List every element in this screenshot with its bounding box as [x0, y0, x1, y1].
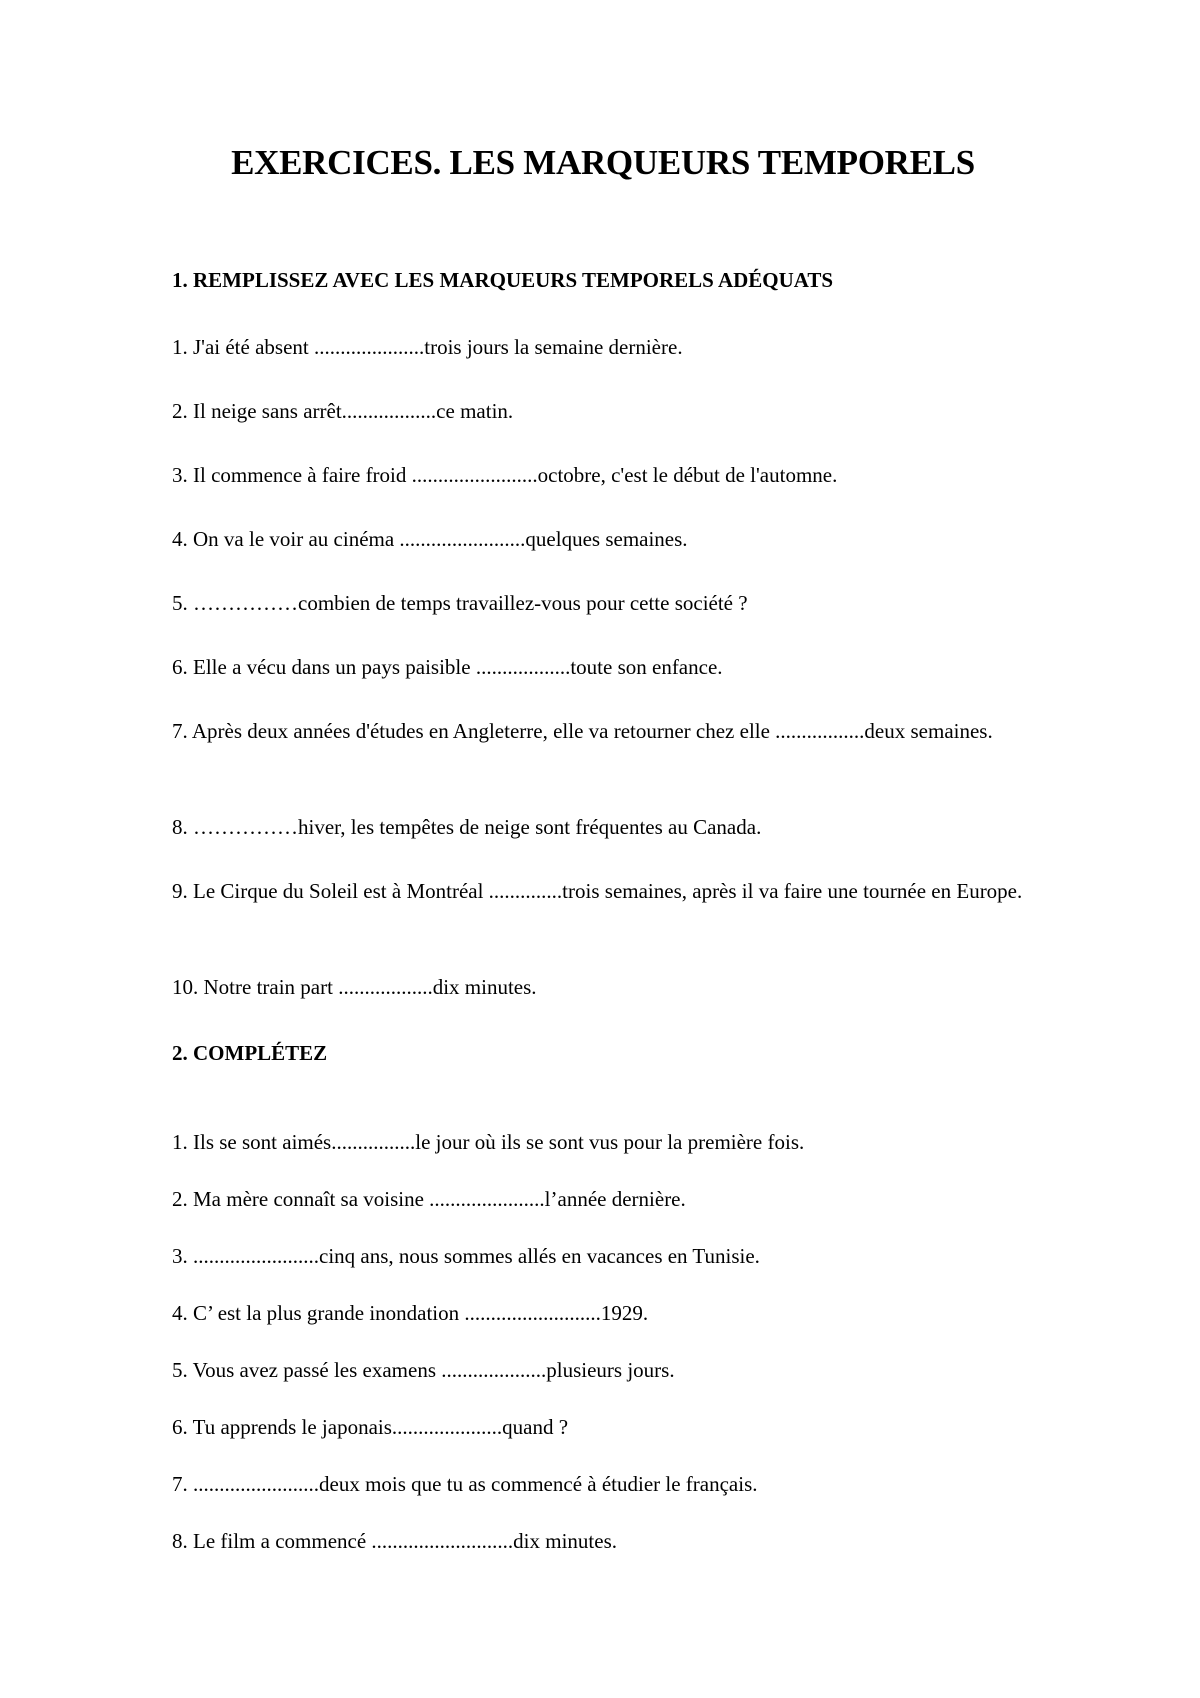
exercise-item: 1. Ils se sont aimés................le jour où ils se sont vus pour la première fois.	[172, 1130, 805, 1154]
exercise-item: 2. Ma mère connaît sa voisine ......................l’année dernière.	[172, 1187, 686, 1211]
exercise-item: 7. ........................deux mois que tu as commencé à étudier le français.	[172, 1472, 758, 1496]
exercise-item: 5. ……………combien de temps travaillez-vous pour cette société ?	[172, 591, 748, 615]
exercise-item: 6. Tu apprends le japonais.....................quand ?	[172, 1415, 569, 1439]
section-2-heading: 2. COMPLÉTEZ	[172, 1041, 328, 1065]
document-title: EXERCICES. LES MARQUEURS TEMPORELS	[231, 143, 975, 182]
exercise-item: 9. Le Cirque du Soleil est à Montréal ..............trois semaines, après il va faire une tournée en Europe.	[172, 879, 1023, 903]
exercise-item: 3. ........................cinq ans, nous sommes allés en vacances en Tunisie.	[172, 1244, 760, 1268]
exercise-item: 1. J'ai été absent .....................trois jours la semaine dernière.	[172, 335, 683, 359]
exercise-item: 6. Elle a vécu dans un pays paisible ..................toute son enfance.	[172, 655, 723, 679]
exercise-item: 4. On va le voir au cinéma ........................quelques semaines.	[172, 527, 688, 551]
exercise-item: 3. Il commence à faire froid ........................octobre, c'est le début de l'automne.	[172, 463, 838, 487]
document-page	[172, 0, 1034, 1698]
exercise-item: 8. ……………hiver, les tempêtes de neige sont fréquentes au Canada.	[172, 815, 762, 839]
exercise-item: 7. Après deux années d'études en Angleterre, elle va retourner chez elle .................deux semaines.	[172, 719, 993, 743]
exercise-item: 4. C’ est la plus grande inondation ..........................1929.	[172, 1301, 649, 1325]
exercise-item: 10. Notre train part ..................dix minutes.	[172, 975, 537, 999]
exercise-item: 2. Il neige sans arrêt..................ce matin.	[172, 399, 514, 423]
exercise-item: 8. Le film a commencé ...........................dix minutes.	[172, 1529, 617, 1553]
exercise-item: 5. Vous avez passé les examens ....................plusieurs jours.	[172, 1358, 675, 1382]
section-1-heading: 1. REMPLISSEZ AVEC LES MARQUEURS TEMPORELS ADÉQUATS	[172, 268, 834, 292]
